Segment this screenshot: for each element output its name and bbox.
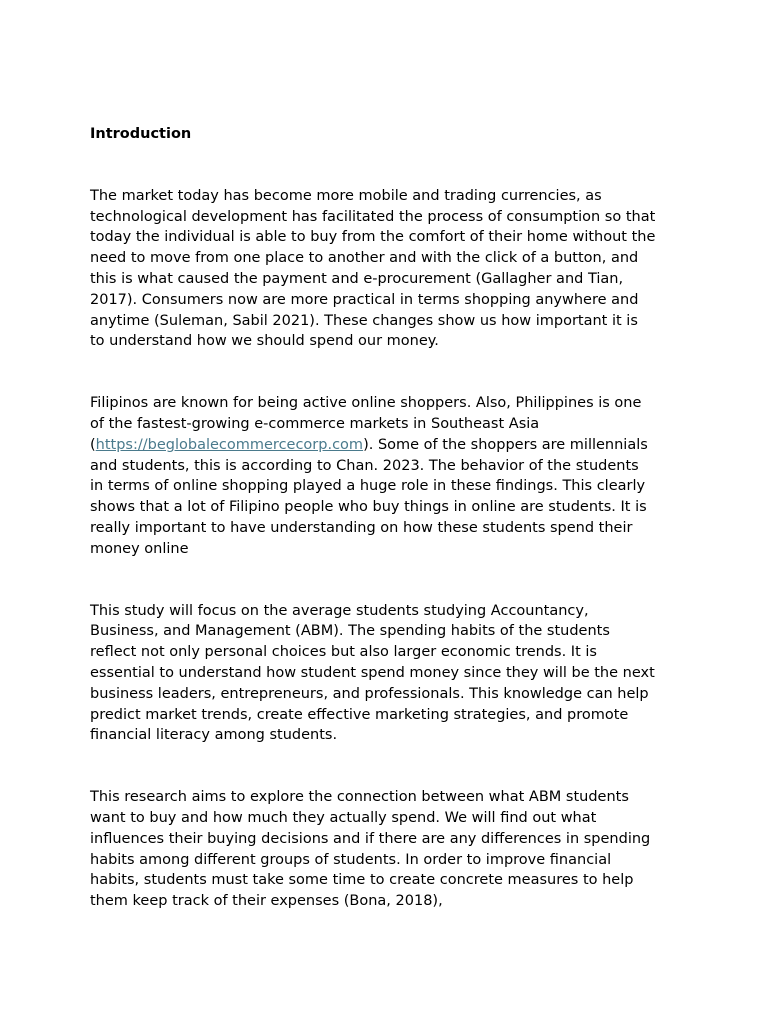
paragraph	[90, 186, 682, 352]
text-line	[90, 497, 682, 518]
text-line	[90, 891, 682, 912]
text-line	[90, 186, 682, 207]
text-line	[90, 850, 682, 871]
text-segment: habits among different groups of students. In order to improve financial	[90, 851, 612, 868]
text-segment: this is what caused the payment and e-procurement (Gallagher and Tian,	[90, 270, 624, 287]
text-segment: want to buy and how much they actually spend. We will find out what	[90, 809, 597, 826]
text-line	[90, 476, 682, 497]
paragraph	[90, 787, 682, 912]
document-body	[90, 124, 682, 953]
text-segment: ). Some of the shoppers are millennials	[363, 436, 648, 453]
text-line	[90, 311, 682, 332]
text-line	[90, 870, 682, 891]
text-segment: really important to have understanding on how these students spend their	[90, 519, 633, 536]
text-line	[90, 435, 682, 456]
text-segment: and students, this is according to Chan. 2023. The behavior of the students	[90, 457, 639, 474]
text-segment: need to move from one place to another and with the click of a button, and	[90, 250, 639, 267]
source-link[interactable]: https://beglobalecommercecorp.com	[95, 436, 364, 453]
section-heading: Introduction	[90, 126, 192, 142]
text-segment: predict market trends, create effective marketing strategies, and promote	[90, 706, 629, 723]
text-segment: This study will focus on the average students studying Accountancy,	[90, 602, 589, 619]
text-line	[90, 601, 682, 622]
text-line	[90, 227, 682, 248]
text-segment: This research aims to explore the connection between what ABM students	[90, 789, 629, 806]
text-line	[90, 269, 682, 290]
text-segment: reflect not only personal choices but also larger economic trends. It is	[90, 644, 597, 661]
text-line	[90, 621, 682, 642]
text-segment: them keep track of their expenses (Bona, 2018),	[90, 893, 443, 910]
text-line	[90, 393, 682, 414]
text-segment: Filipinos are known for being active online shoppers. Also, Philippines is one	[90, 395, 642, 412]
text-line	[90, 290, 682, 311]
text-segment: shows that a lot of Filipino people who buy things in online are students. It is	[90, 499, 647, 516]
text-line	[90, 414, 682, 435]
text-segment: financial literacy among students.	[90, 727, 338, 744]
text-segment: business leaders, entrepreneurs, and professionals. This knowledge can help	[90, 685, 649, 702]
text-line	[90, 331, 682, 352]
text-line	[90, 684, 682, 705]
text-line	[90, 808, 682, 829]
text-line	[90, 642, 682, 663]
paragraph	[90, 393, 682, 559]
paragraph	[90, 601, 682, 747]
text-segment: influences their buying decisions and if there are any differences in spending	[90, 830, 651, 847]
text-segment: in terms of online shopping played a huge role in these findings. This clearly	[90, 478, 646, 495]
text-line	[90, 518, 682, 539]
text-segment: today the individual is able to buy from the comfort of their home without the	[90, 229, 656, 246]
text-segment: money online	[90, 540, 189, 557]
text-line	[90, 456, 682, 477]
text-segment: of the fastest-growing e-commerce markets in Southeast Asia	[90, 415, 540, 432]
text-segment: technological development has facilitated the process of consumption so that	[90, 208, 656, 225]
paragraph-container	[90, 186, 682, 912]
text-line	[90, 663, 682, 684]
text-line	[90, 705, 682, 726]
text-segment: The market today has become more mobile and trading currencies, as	[90, 187, 602, 204]
text-segment: (	[90, 436, 96, 453]
text-line	[90, 207, 682, 228]
text-line	[90, 539, 682, 560]
text-segment: essential to understand how student spend money since they will be the next	[90, 664, 655, 681]
text-segment: Business, and Management (ABM). The spending habits of the students	[90, 623, 610, 640]
text-line	[90, 829, 682, 850]
text-segment: anytime (Suleman, Sabil 2021). These changes show us how important it is	[90, 312, 638, 329]
text-line	[90, 725, 682, 746]
text-segment: habits, students must take some time to create concrete measures to help	[90, 872, 634, 889]
text-segment: to understand how we should spend our money.	[90, 333, 439, 350]
text-line	[90, 787, 682, 808]
text-line	[90, 248, 682, 269]
text-segment: 2017). Consumers now are more practical in terms shopping anywhere and	[90, 291, 639, 308]
